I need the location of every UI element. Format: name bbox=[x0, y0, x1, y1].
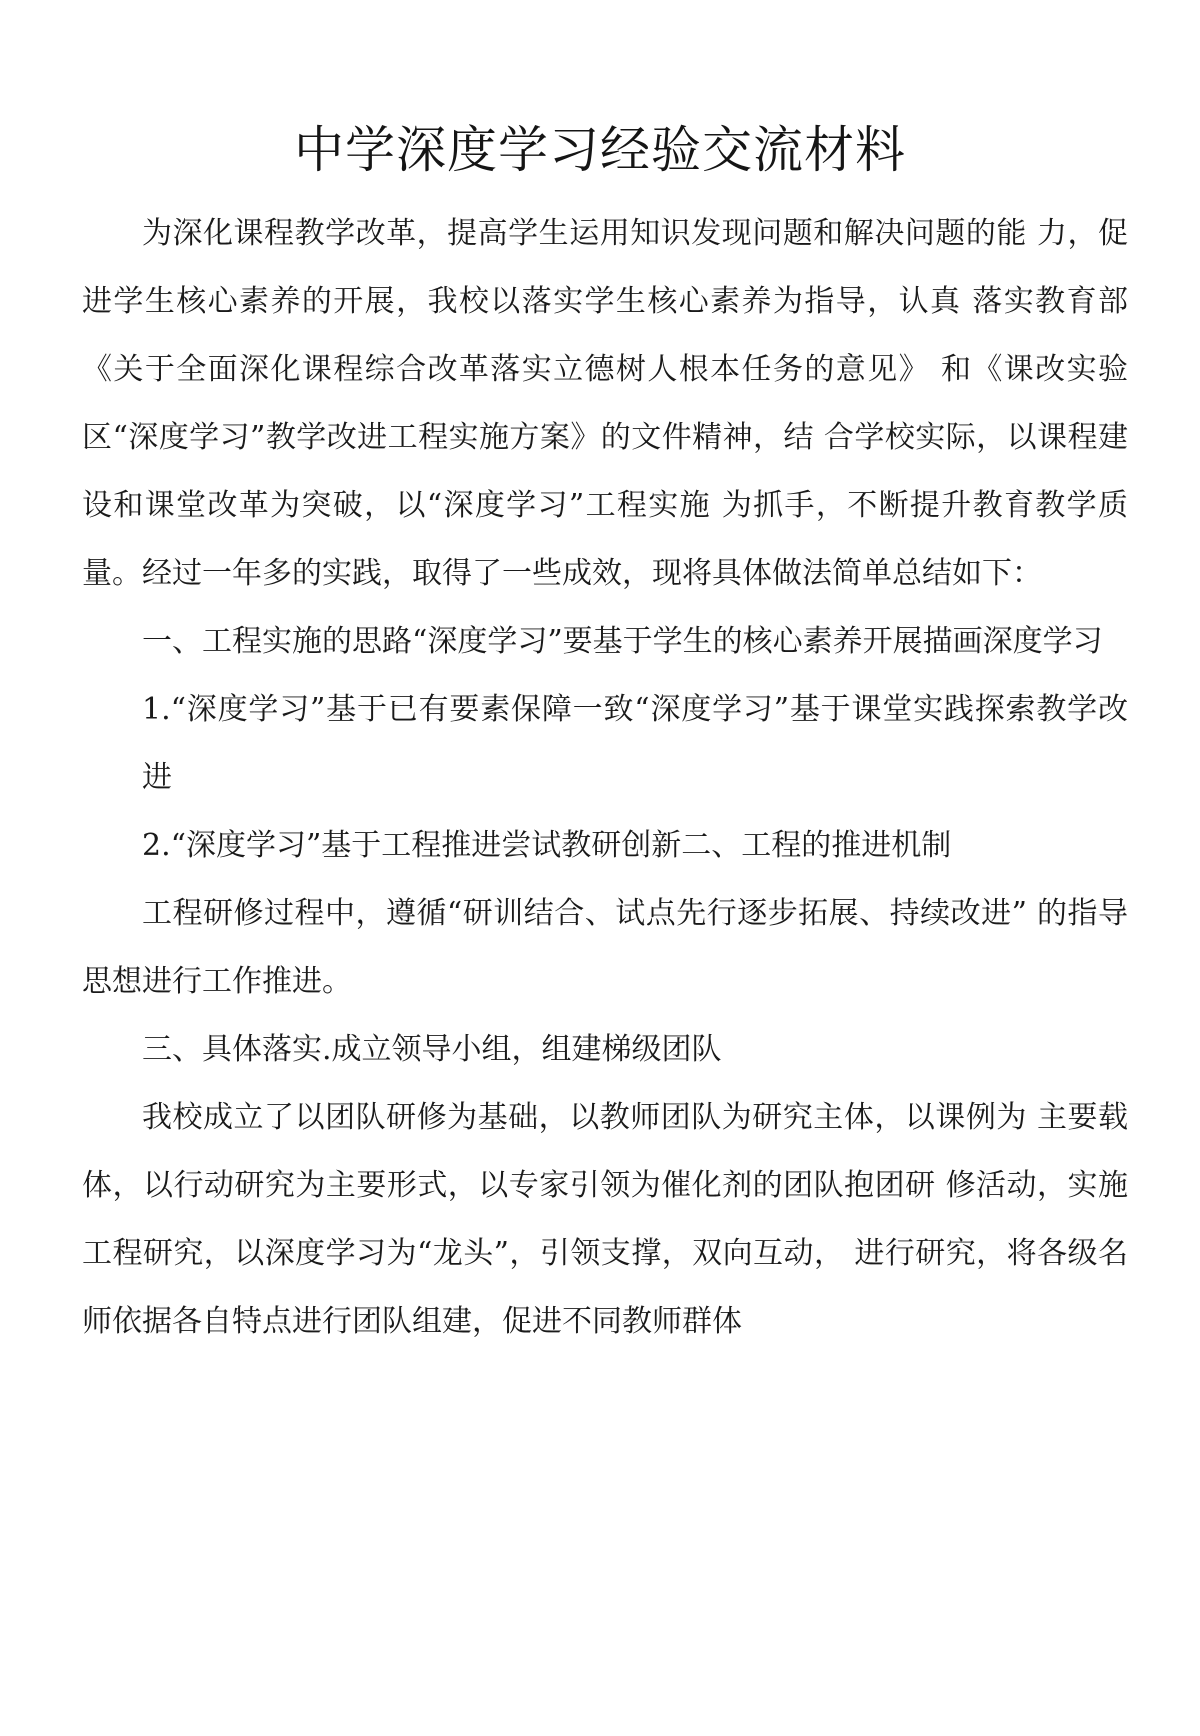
paragraph-team: 我校成立了以团队研修为基础，以教师团队为研究主体，以课例为 主要载体，以行动研究为主要形式，以专家引领为催化剂的团队抱团研 修活动，实施工程研究，以深度学习为“龙头”，引领支撑，双向互动， 进行研究，将各级名师依据各自特点进行团队组建，促进不同教师群体 bbox=[82, 1100, 1128, 1339]
paragraph-intro: 为深化课程教学改革，提高学生运用知识发现问题和解决问题的能 力，促进学生核心素养的开展，我校以落实学生核心素养为指导，认真 落实教育部《关于全面深化课程综合改革落实立德树人根本任务的意见》 和《课改实验区“深度学习”教学改进工程实施方案》的文件精神，结 合学校实际，以课程建设和课堂改革为突破，以“深度学习”工程实施 为抓手，不断提升教育教学质量。经过一年多的实践，取得了一些成效，现将具体做法简单总结如下： bbox=[82, 216, 1128, 591]
paragraph-section-three: 三、具体落实.成立领导小组，组建梯级团队 bbox=[142, 1032, 722, 1067]
paragraph-item-one: 1.“深度学习”基于已有要素保障一致“深度学习”基于课堂实践探索教学改进 bbox=[142, 692, 1128, 795]
document-body bbox=[82, 200, 1128, 1356]
paragraph-mechanism: 工程研修过程中，遵循“研训结合、试点先行逐步拓展、持续改进” 的指导思想进行工作推进。 bbox=[82, 896, 1128, 999]
paragraph-item-two: 2.“深度学习”基于工程推进尝试教研创新二、工程的推进机制 bbox=[142, 828, 952, 863]
paragraph-section-one: 一、工程实施的思路“深度学习”要基于学生的核心素养开展描画深度学习 bbox=[142, 624, 1103, 659]
document-title: 中学深度学习经验交流材料 bbox=[294, 121, 906, 179]
